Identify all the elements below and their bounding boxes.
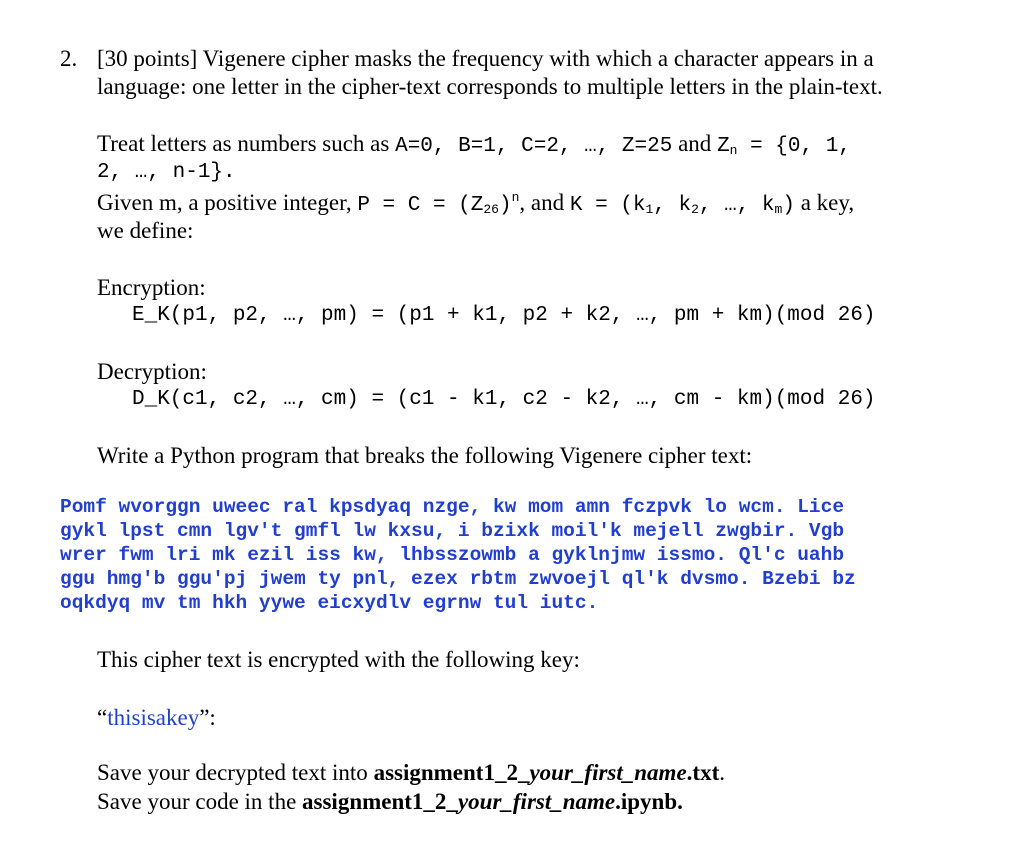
question-intro-line1: [30 points] Vigenere cipher masks the frequency with which a character appears in a [97,46,874,71]
encryption-formula: E_K(p1, p2, …, pm) = (p1 + k1, p2 + k2, …, pm + km)(mod 26) [132,304,876,327]
cipher-text-line: oqkdyq mv tm hkh yywe eicxydlv egrnw tul iutc. [60,592,599,614]
cipher-text-line: Pomf wvorggn uweec ral kpsdyaq nzge, kw mom amn fczpvk lo wcm. Lice [60,496,845,518]
task-instruction: Write a Python program that breaks the following Vigenere cipher text: [97,443,753,468]
save-text-instruction: Save your decrypted text into assignment1_2_your_first_name.txt. [97,760,725,785]
definition-given-line: Given m, a positive integer, $P = C = (Z_{26})^n$, and $K = (k_1$, $k_2$, …, $k_m$) a key, [97,190,855,217]
definition-set-continuation: 2, …, n-1}. [97,161,236,184]
decryption-label: Decryption: [97,359,207,384]
cipher-text-line: wrer fwm lri mk ezil iss kw, lhbsszowmb a gyklnjmw issmo. Ql'c uahb [60,544,845,566]
key-intro: This cipher text is encrypted with the following key: [97,647,580,672]
key-value-line: “thisisakey”: [97,705,216,730]
definition-treat-line: Treat letters as numbers such as A=0, B=1, C=2, …, Z=25 and $Z_n = \{0$, 1, [97,131,851,158]
cipher-text-line: ggu hmg'b ggu'pj jwem ty pnl, ezex rbtm zwvoejl ql'k dvsmo. Bzebi bz [60,568,856,590]
key-value: thisisakey [107,705,200,730]
definition-we-define: we define: [97,218,194,243]
decryption-formula: D_K(c1, c2, …, cm) = (c1 - k1, c2 - k2, …, cm - km)(mod 26) [132,388,876,411]
save-code-instruction: Save your code in the assignment1_2_your_first_name.ipynb. [97,789,683,814]
encryption-label: Encryption: [97,275,206,300]
question-intro-line2: language: one letter in the cipher-text corresponds to multiple letters in the plain-text. [97,74,883,99]
cipher-text-line: gykl lpst cmn lgv't gmfl lw kxsu, i bzixk moil'k mejell zwgbir. Vgb [60,520,845,542]
question-number: 2. [60,46,78,71]
